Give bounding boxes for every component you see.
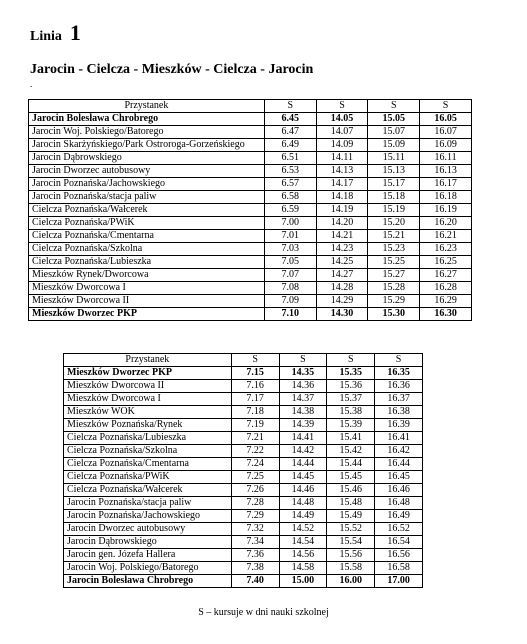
- departure-time-cell: 14.28: [316, 282, 368, 295]
- departure-time-cell: 14.18: [316, 191, 368, 204]
- table-row: [29, 152, 472, 165]
- departure-time-cell: 15.44: [327, 458, 375, 471]
- departure-time-cell: 15.17: [368, 178, 420, 191]
- departure-time-cell: 15.49: [327, 510, 375, 523]
- departure-time-cell: 14.42: [279, 445, 327, 458]
- table-row: [64, 497, 423, 510]
- departure-time-cell: 7.36: [231, 549, 279, 562]
- table-row: [29, 165, 472, 178]
- departure-time-cell: 16.45: [375, 471, 423, 484]
- table-row: [29, 113, 472, 126]
- table-row: [64, 549, 423, 562]
- table-row: [29, 243, 472, 256]
- stop-name-cell: Cielcza Poznańska/Cmentarna: [29, 230, 265, 243]
- departure-time-cell: 16.07: [420, 126, 472, 139]
- route-heading: Jarocin - Cielcza - Mieszków - Cielcza - Jarocin: [30, 62, 314, 77]
- departure-time-cell: 16.58: [375, 562, 423, 575]
- departure-time-cell: 7.34: [231, 536, 279, 549]
- departure-time-cell: 16.21: [420, 230, 472, 243]
- column-header-stop: Przystanek: [29, 100, 265, 113]
- departure-time-cell: 7.22: [231, 445, 279, 458]
- departure-time-cell: 16.52: [375, 523, 423, 536]
- departure-time-cell: 16.56: [375, 549, 423, 562]
- departure-time-cell: 15.30: [368, 308, 420, 321]
- table-row: [64, 367, 423, 380]
- table-row: [29, 295, 472, 308]
- table-row: [64, 523, 423, 536]
- departure-time-cell: 14.56: [279, 549, 327, 562]
- departure-time-cell: 16.17: [420, 178, 472, 191]
- stop-name-cell: Cielcza Poznańska/Wałcerek: [29, 204, 265, 217]
- departure-time-cell: 15.27: [368, 269, 420, 282]
- departure-time-cell: 16.39: [375, 419, 423, 432]
- departure-time-cell: 16.19: [420, 204, 472, 217]
- departure-time-cell: 7.09: [264, 295, 316, 308]
- departure-time-cell: 15.29: [368, 295, 420, 308]
- departure-time-cell: 7.38: [231, 562, 279, 575]
- departure-time-cell: 15.28: [368, 282, 420, 295]
- table-row: [64, 445, 423, 458]
- departure-time-cell: 14.11: [316, 152, 368, 165]
- departure-time-cell: 14.27: [316, 269, 368, 282]
- stop-name-cell: Jarocin gen. Józefa Hallera: [64, 549, 232, 562]
- departure-time-cell: 7.25: [231, 471, 279, 484]
- departure-time-cell: 15.52: [327, 523, 375, 536]
- departure-time-cell: 14.54: [279, 536, 327, 549]
- stop-name-cell: Mieszków Dworzec PKP: [64, 367, 232, 380]
- departure-time-cell: 14.46: [279, 484, 327, 497]
- departure-time-cell: 16.27: [420, 269, 472, 282]
- departure-time-cell: 7.00: [264, 217, 316, 230]
- column-header-s: S: [264, 100, 316, 113]
- stop-name-cell: Mieszków Dworcowa II: [64, 380, 232, 393]
- column-header-s: S: [420, 100, 472, 113]
- timetable-outbound: [28, 99, 472, 321]
- table-row: [64, 510, 423, 523]
- departure-time-cell: 7.03: [264, 243, 316, 256]
- stop-name-cell: Jarocin Poznańska/Jachowskiego: [29, 178, 265, 191]
- table-row: [29, 217, 472, 230]
- departure-time-cell: 7.15: [231, 367, 279, 380]
- departure-time-cell: 14.05: [316, 113, 368, 126]
- table-row: [64, 406, 423, 419]
- departure-time-cell: 6.57: [264, 178, 316, 191]
- departure-time-cell: 14.30: [316, 308, 368, 321]
- stop-name-cell: Jarocin Bolesława Chrobrego: [64, 575, 232, 588]
- page-title: [30, 20, 81, 46]
- departure-time-cell: 15.11: [368, 152, 420, 165]
- departure-time-cell: 6.47: [264, 126, 316, 139]
- column-header-s: S: [368, 100, 420, 113]
- departure-time-cell: 14.48: [279, 497, 327, 510]
- column-header-stop: Przystanek: [64, 354, 232, 367]
- departure-time-cell: 16.38: [375, 406, 423, 419]
- departure-time-cell: 15.05: [368, 113, 420, 126]
- table-row: [64, 393, 423, 406]
- stop-name-cell: Cielcza Poznańska/Cmentarna: [64, 458, 232, 471]
- departure-time-cell: 16.48: [375, 497, 423, 510]
- departure-time-cell: 7.28: [231, 497, 279, 510]
- departure-time-cell: 7.01: [264, 230, 316, 243]
- departure-time-cell: 15.18: [368, 191, 420, 204]
- departure-time-cell: 15.54: [327, 536, 375, 549]
- departure-time-cell: 7.40: [231, 575, 279, 588]
- table-row: [64, 484, 423, 497]
- departure-time-cell: 15.37: [327, 393, 375, 406]
- departure-time-cell: 15.09: [368, 139, 420, 152]
- table-row: [29, 230, 472, 243]
- departure-time-cell: 14.21: [316, 230, 368, 243]
- departure-time-cell: 15.56: [327, 549, 375, 562]
- departure-time-cell: 14.07: [316, 126, 368, 139]
- departure-time-cell: 16.28: [420, 282, 472, 295]
- stop-name-cell: Cielcza Poznańska/Lubieszka: [64, 432, 232, 445]
- departure-time-cell: 7.21: [231, 432, 279, 445]
- stop-name-cell: Cielcza Poznańska/PWiK: [29, 217, 265, 230]
- departure-time-cell: 15.13: [368, 165, 420, 178]
- timetable-return: [63, 353, 423, 588]
- departure-time-cell: 14.52: [279, 523, 327, 536]
- stop-name-cell: Jarocin Poznańska/Jachowskiego: [64, 510, 232, 523]
- table-row: [64, 575, 423, 588]
- stop-name-cell: Cielcza Poznańska/PWiK: [64, 471, 232, 484]
- departure-time-cell: 17.00: [375, 575, 423, 588]
- departure-time-cell: 16.18: [420, 191, 472, 204]
- stop-name-cell: Mieszków Dworcowa I: [64, 393, 232, 406]
- stop-name-cell: Jarocin Dąbrowskiego: [29, 152, 265, 165]
- departure-time-cell: 14.36: [279, 380, 327, 393]
- departure-time-cell: 7.18: [231, 406, 279, 419]
- departure-time-cell: 14.20: [316, 217, 368, 230]
- departure-time-cell: 16.00: [327, 575, 375, 588]
- departure-time-cell: 16.29: [420, 295, 472, 308]
- column-header-s: S: [375, 354, 423, 367]
- departure-time-cell: 15.35: [327, 367, 375, 380]
- departure-time-cell: 16.44: [375, 458, 423, 471]
- departure-time-cell: 7.16: [231, 380, 279, 393]
- table-row: [64, 432, 423, 445]
- stop-name-cell: Jarocin Dworzec autobusowy: [29, 165, 265, 178]
- departure-time-cell: 14.45: [279, 471, 327, 484]
- departure-time-cell: 16.35: [375, 367, 423, 380]
- departure-time-cell: 16.49: [375, 510, 423, 523]
- departure-time-cell: 6.51: [264, 152, 316, 165]
- column-header-s: S: [231, 354, 279, 367]
- departure-time-cell: 14.44: [279, 458, 327, 471]
- stop-name-cell: Jarocin Poznańska/stacja paliw: [29, 191, 265, 204]
- stop-name-cell: Jarocin Woj. Polskiego/Batorego: [29, 126, 265, 139]
- departure-time-cell: 14.25: [316, 256, 368, 269]
- departure-time-cell: 14.49: [279, 510, 327, 523]
- departure-time-cell: 16.20: [420, 217, 472, 230]
- stop-name-cell: Mieszków Dworcowa II: [29, 295, 265, 308]
- departure-time-cell: 6.45: [264, 113, 316, 126]
- stop-name-cell: Jarocin Dąbrowskiego: [64, 536, 232, 549]
- departure-time-cell: 15.25: [368, 256, 420, 269]
- departure-time-cell: 15.39: [327, 419, 375, 432]
- departure-time-cell: 7.17: [231, 393, 279, 406]
- departure-time-cell: 16.41: [375, 432, 423, 445]
- stop-name-cell: Cielcza Poznańska/Szkolna: [64, 445, 232, 458]
- departure-time-cell: 16.23: [420, 243, 472, 256]
- departure-time-cell: 7.08: [264, 282, 316, 295]
- stop-name-cell: Mieszków Rynek/Dworcowa: [29, 269, 265, 282]
- departure-time-cell: 16.46: [375, 484, 423, 497]
- stop-name-cell: Mieszków Poznańska/Rynek: [64, 419, 232, 432]
- departure-time-cell: 7.19: [231, 419, 279, 432]
- stop-name-cell: Jarocin Skarżyńskiego/Park Ostroroga-Gorzeńskiego: [29, 139, 265, 152]
- departure-time-cell: 15.45: [327, 471, 375, 484]
- stop-name-cell: Cielcza Poznańska/Wałcerek: [64, 484, 232, 497]
- departure-time-cell: 16.13: [420, 165, 472, 178]
- line-label: Linia: [30, 29, 62, 44]
- table-body: [29, 113, 472, 321]
- table-row: [29, 269, 472, 282]
- departure-time-cell: 14.09: [316, 139, 368, 152]
- stop-name-cell: Jarocin Bolesława Chrobrego: [29, 113, 265, 126]
- departure-time-cell: 7.32: [231, 523, 279, 536]
- departure-time-cell: 16.30: [420, 308, 472, 321]
- departure-time-cell: 15.42: [327, 445, 375, 458]
- stop-name-cell: Mieszków WOK: [64, 406, 232, 419]
- table-row: [64, 419, 423, 432]
- departure-time-cell: 6.58: [264, 191, 316, 204]
- departure-time-cell: 7.07: [264, 269, 316, 282]
- table-row: [64, 471, 423, 484]
- departure-time-cell: 15.23: [368, 243, 420, 256]
- departure-time-cell: 6.53: [264, 165, 316, 178]
- table-body: [64, 367, 423, 588]
- departure-time-cell: 15.20: [368, 217, 420, 230]
- departure-time-cell: 15.48: [327, 497, 375, 510]
- table-row: [64, 458, 423, 471]
- stop-name-cell: Mieszków Dworcowa I: [29, 282, 265, 295]
- departure-time-cell: 7.24: [231, 458, 279, 471]
- table-row: [29, 191, 472, 204]
- column-header-s: S: [316, 100, 368, 113]
- departure-time-cell: 14.17: [316, 178, 368, 191]
- departure-time-cell: 7.29: [231, 510, 279, 523]
- stop-name-cell: Jarocin Poznańska/stacja paliw: [64, 497, 232, 510]
- departure-time-cell: 6.49: [264, 139, 316, 152]
- table-row: [29, 256, 472, 269]
- stop-name-cell: Jarocin Woj. Polskiego/Batorego: [64, 562, 232, 575]
- line-number: 1: [69, 20, 81, 45]
- departure-time-cell: 6.59: [264, 204, 316, 217]
- departure-time-cell: 14.13: [316, 165, 368, 178]
- table-row: [64, 380, 423, 393]
- departure-time-cell: 15.19: [368, 204, 420, 217]
- departure-time-cell: 15.00: [279, 575, 327, 588]
- departure-time-cell: 16.05: [420, 113, 472, 126]
- footnote: S – kursuje w dni nauki szkolnej: [198, 607, 329, 618]
- departure-time-cell: 15.46: [327, 484, 375, 497]
- table-header-row: [64, 354, 423, 367]
- table-row: [64, 562, 423, 575]
- departure-time-cell: 14.39: [279, 419, 327, 432]
- column-header-s: S: [327, 354, 375, 367]
- departure-time-cell: 14.41: [279, 432, 327, 445]
- column-header-s: S: [279, 354, 327, 367]
- table-row: [29, 282, 472, 295]
- departure-time-cell: 15.21: [368, 230, 420, 243]
- departure-time-cell: 14.29: [316, 295, 368, 308]
- table-row: [29, 139, 472, 152]
- stop-name-cell: Jarocin Dworzec autobusowy: [64, 523, 232, 536]
- stop-name-cell: Mieszków Dworzec PKP: [29, 308, 265, 321]
- table-header-row: [29, 100, 472, 113]
- table-row: [29, 308, 472, 321]
- table-row: [29, 204, 472, 217]
- departure-time-cell: 16.36: [375, 380, 423, 393]
- departure-time-cell: 16.54: [375, 536, 423, 549]
- departure-time-cell: 16.09: [420, 139, 472, 152]
- departure-time-cell: 7.05: [264, 256, 316, 269]
- departure-time-cell: 15.36: [327, 380, 375, 393]
- departure-time-cell: 16.42: [375, 445, 423, 458]
- departure-time-cell: 14.38: [279, 406, 327, 419]
- departure-time-cell: 16.25: [420, 256, 472, 269]
- departure-time-cell: 14.35: [279, 367, 327, 380]
- departure-time-cell: 16.11: [420, 152, 472, 165]
- stray-dot: .: [30, 79, 33, 89]
- stop-name-cell: Cielcza Poznańska/Szkolna: [29, 243, 265, 256]
- table-row: [64, 536, 423, 549]
- stop-name-cell: Cielcza Poznańska/Lubieszka: [29, 256, 265, 269]
- departure-time-cell: 15.07: [368, 126, 420, 139]
- table-row: [29, 126, 472, 139]
- departure-time-cell: 14.19: [316, 204, 368, 217]
- departure-time-cell: 7.10: [264, 308, 316, 321]
- departure-time-cell: 14.23: [316, 243, 368, 256]
- table-row: [29, 178, 472, 191]
- departure-time-cell: 15.41: [327, 432, 375, 445]
- departure-time-cell: 15.58: [327, 562, 375, 575]
- departure-time-cell: 14.37: [279, 393, 327, 406]
- departure-time-cell: 15.38: [327, 406, 375, 419]
- departure-time-cell: 16.37: [375, 393, 423, 406]
- departure-time-cell: 7.26: [231, 484, 279, 497]
- departure-time-cell: 14.58: [279, 562, 327, 575]
